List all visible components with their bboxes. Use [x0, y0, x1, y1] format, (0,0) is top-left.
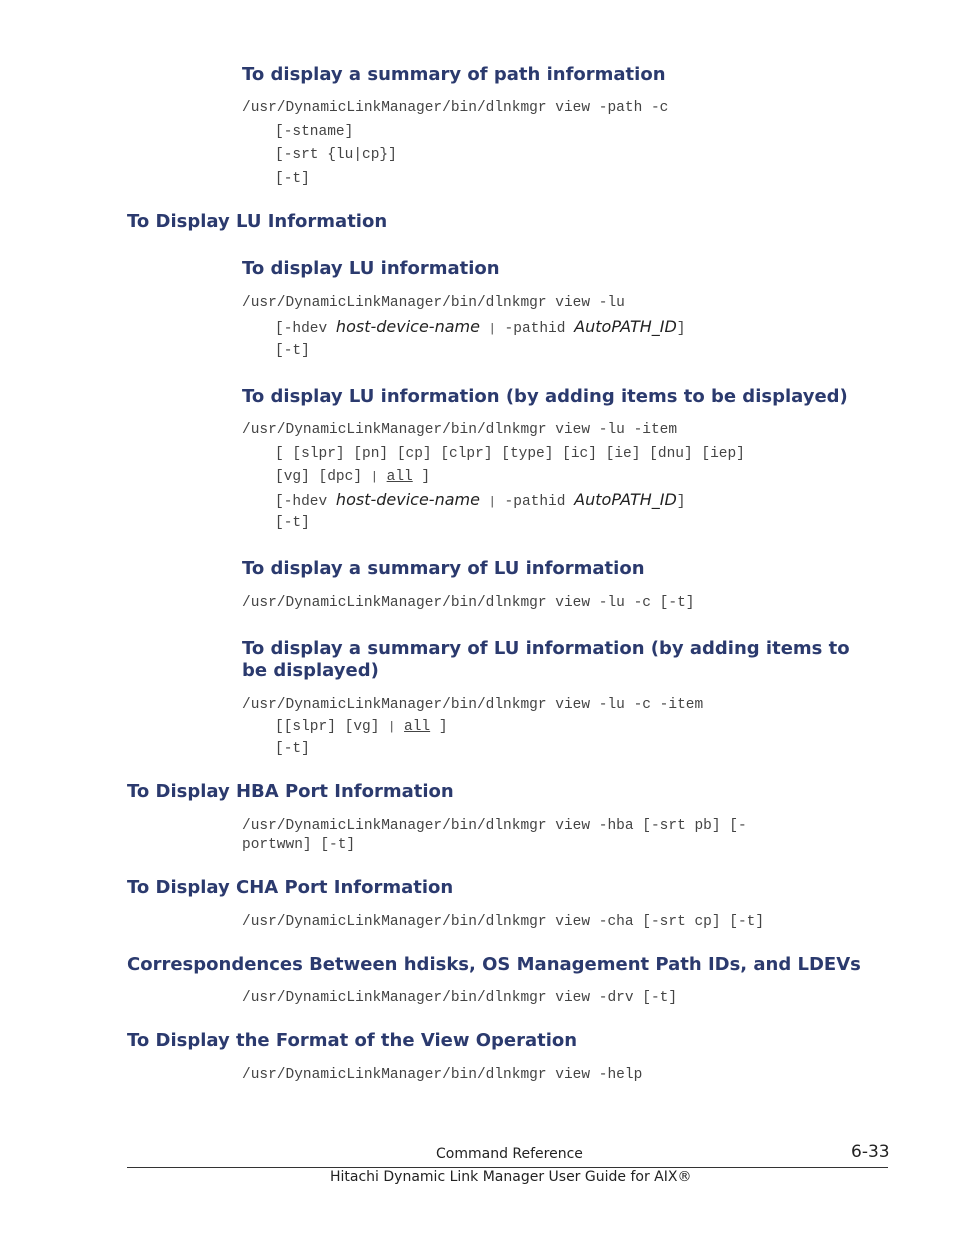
cmd-help: /usr/DynamicLinkManager/bin/dlnkmgr view -help — [242, 1067, 643, 1083]
hdev-open: [-hdev — [275, 321, 336, 337]
all-option: all — [386, 469, 413, 485]
items-line-2-post: ] — [412, 469, 431, 485]
items-line-2-pre: [vg] [dpc] — [275, 469, 371, 485]
cmd-hba-line-2: portwwn] [-t] — [242, 837, 356, 853]
heading-cha-section: To Display CHA Port Information — [127, 877, 454, 898]
cmd-cha: /usr/DynamicLinkManager/bin/dlnkmgr view -cha [-srt cp] [-t] — [242, 914, 765, 930]
opt-hdev-pathid — [275, 317, 686, 339]
cmd-drv: /usr/DynamicLinkManager/bin/dlnkmgr view -drv [-t] — [242, 990, 678, 1006]
host-device-name: host-device-name — [335, 317, 480, 336]
pathid-opt: -pathid — [495, 321, 575, 337]
opt-t: [-t] — [275, 515, 310, 531]
opt-t: [-t] — [275, 171, 310, 187]
separator: | — [488, 322, 496, 336]
cmd-lu-summary-items: /usr/DynamicLinkManager/bin/dlnkmgr view -lu -c -item — [242, 697, 704, 713]
heading-lu-summary: To display a summary of LU information — [242, 558, 645, 579]
host-device-name: host-device-name — [335, 490, 480, 509]
close-bracket: ] — [676, 494, 686, 510]
all-option: all — [404, 719, 431, 735]
items-line-2 — [275, 468, 430, 487]
items-line — [275, 718, 448, 737]
autopath-id: AutoPATH_ID — [574, 490, 677, 509]
page-number: 6-33 — [851, 1142, 890, 1162]
heading-lu-information-section: To Display LU Information — [127, 211, 388, 232]
separator: | — [388, 720, 396, 734]
items-line-1: [ [slpr] [pn] [cp] [clpr] [type] [ic] [ie] [dnu] [iep] — [275, 446, 745, 462]
footer-divider — [127, 1167, 888, 1168]
footer-chapter: Command Reference — [436, 1146, 583, 1162]
heading-lu-summary-items: To display a summary of LU information (by adding items to be displayed) — [242, 638, 850, 681]
separator: | — [488, 495, 496, 509]
items-pre: [[slpr] [vg] — [275, 719, 389, 735]
items-post: ] — [430, 719, 448, 735]
separator: | — [370, 470, 378, 484]
heading-path-summary: To display a summary of path information — [242, 64, 666, 85]
cmd-lu-info-items: /usr/DynamicLinkManager/bin/dlnkmgr view -lu -item — [242, 422, 678, 438]
heading-lu-info: To display LU information — [242, 258, 500, 279]
cmd-lu-info: /usr/DynamicLinkManager/bin/dlnkmgr view -lu — [242, 295, 625, 311]
opt-srt: [-srt {lu|cp}] — [275, 147, 397, 163]
opt-stname: [-stname] — [275, 124, 354, 140]
pathid-opt: -pathid — [495, 494, 575, 510]
cmd-hba-line-1: /usr/DynamicLinkManager/bin/dlnkmgr view -hba [-srt pb] [- — [242, 818, 747, 834]
opt-hdev-pathid — [275, 490, 686, 512]
heading-help-section: To Display the Format of the View Operation — [127, 1030, 578, 1051]
heading-hba-section: To Display HBA Port Information — [127, 781, 454, 802]
footer-guide-title: Hitachi Dynamic Link Manager User Guide for AIX® — [330, 1169, 692, 1185]
hdev-open: [-hdev — [275, 494, 336, 510]
heading-lu-info-items: To display LU information (by adding items to be displayed) — [242, 386, 848, 407]
heading-drv-section: Correspondences Between hdisks, OS Management Path IDs, and LDEVs — [127, 954, 861, 975]
cmd-lu-summary: /usr/DynamicLinkManager/bin/dlnkmgr view -lu -c [-t] — [242, 595, 695, 611]
cmd-path-summary: /usr/DynamicLinkManager/bin/dlnkmgr view -path -c — [242, 100, 669, 116]
close-bracket: ] — [676, 321, 686, 337]
autopath-id: AutoPATH_ID — [574, 317, 677, 336]
opt-t: [-t] — [275, 741, 310, 757]
opt-t: [-t] — [275, 343, 310, 359]
